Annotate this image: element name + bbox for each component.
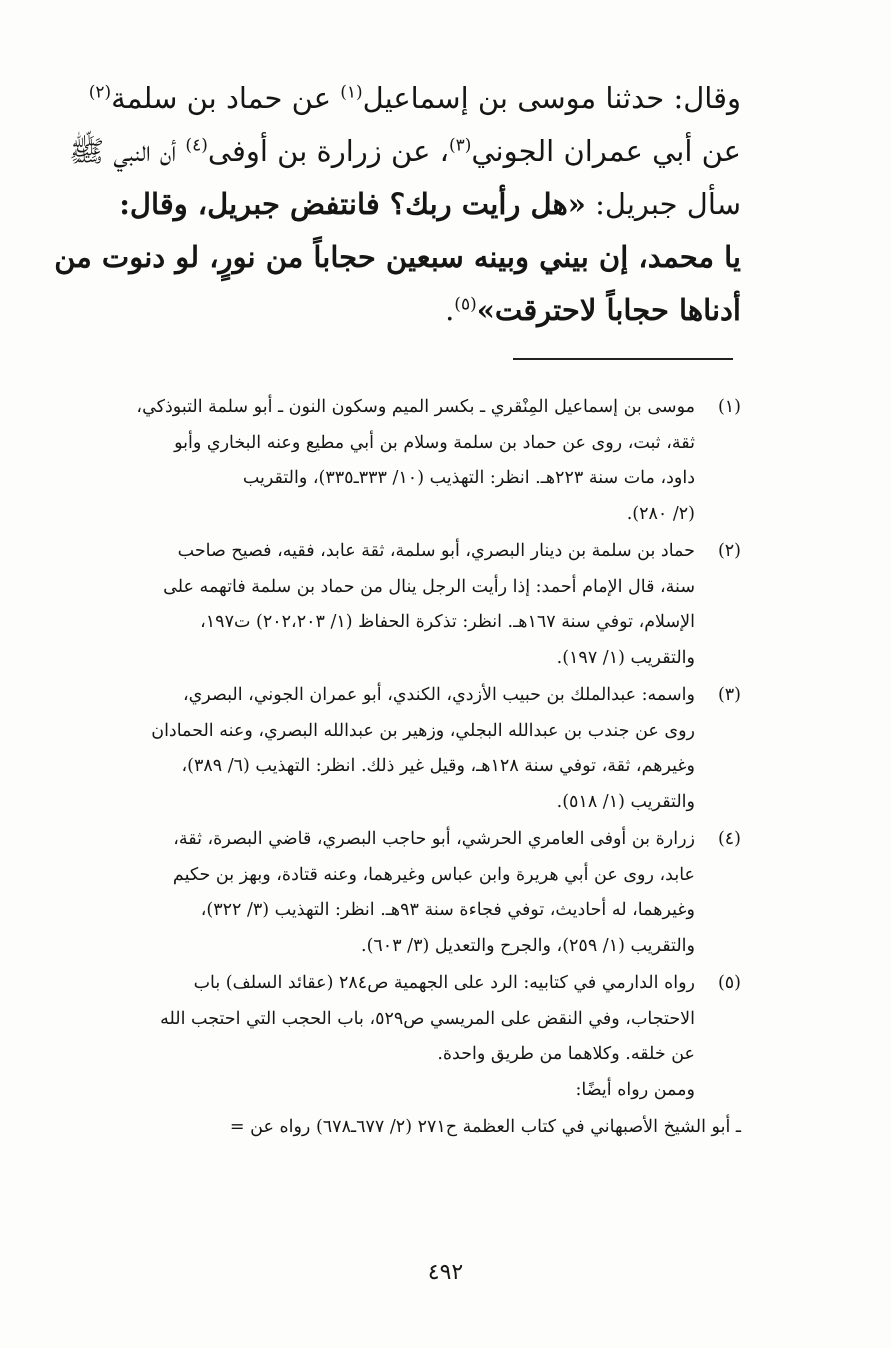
footnote-ref-4[interactable]: (٤) bbox=[185, 135, 208, 156]
footnote-line: رواه الدارمي في كتابيه: الرد على الجهمية ص٢٨٤ (عقائد السلف) باب bbox=[193, 973, 695, 993]
footnote-line: روى عن جندب بن عبدالله البجلي، وزهير بن عبدالله البصري، وعنه الحمادان bbox=[151, 720, 695, 741]
footnote-3 bbox=[62, 678, 741, 820]
footnote-line: ـ أبو الشيخ الأصبهاني في كتاب العظمة ح٢٧١ (٢/ ٦٧٧ـ٦٧٨) رواه عن = bbox=[229, 1117, 741, 1137]
footnote-2 bbox=[62, 534, 741, 676]
footnotes bbox=[62, 390, 741, 1146]
footnote-ref-1[interactable]: (١) bbox=[340, 82, 363, 103]
footnote-line: عن خلقه. وكلاهما من طريق واحدة. bbox=[437, 1044, 695, 1064]
main-line-2: عن أبي عمران الجوني$^{(٣)}$، عن زرارة بن أوفى$^{(٤)}$ أن النبي ﷺ bbox=[69, 134, 741, 168]
footnote-number: (١) bbox=[717, 397, 741, 417]
hadith-text-start: «هل رأيت ربك؟ فانتفض جبريل، وقال: bbox=[119, 187, 586, 221]
footnote-4 bbox=[62, 822, 741, 964]
footnote-line: موسى بن إسماعيل المِنْقري ـ بكسر الميم وسكون النون ـ أبو سلمة التبوذكي، bbox=[136, 397, 695, 417]
footnote-line: واسمه: عبدالملك بن حبيب الأزدي، الكندي، أبو عمران الجوني، البصري، bbox=[182, 685, 695, 705]
footnote-line: داود، مات سنة ٢٢٣هـ. انظر: التهذيب (١٠/ ٣٣٣ـ٣٣٥)، والتقريب bbox=[242, 468, 695, 488]
footnote-line: سنة، قال الإمام أحمد: إذا رأيت الرجل ينال من حماد بن سلمة فاتهمه على bbox=[163, 576, 695, 597]
main-line-5: أدناها حجاباً لاحترقت»$^{(٥)}$. bbox=[445, 293, 741, 327]
footnote-number: (٤) bbox=[717, 829, 741, 849]
footnote-line: والتقريب (١/ ٥١٨). bbox=[556, 791, 695, 812]
footnote-line: وغيرهما، له أحاديث، توفي فجاءة سنة ٩٣هـ. انظر: التهذيب (٣/ ٣٢٢)، bbox=[200, 900, 695, 920]
main-text bbox=[54, 72, 741, 337]
hadith-text-end: أدناها حجاباً لاحترقت» bbox=[476, 293, 741, 327]
footnote-line: الإسلام، توفي سنة ١٦٧هـ. انظر: تذكرة الحفاظ (١/ ٢٠٢،٢٠٣) ت١٩٧، bbox=[200, 612, 695, 632]
footnote-line: وغيرهم، ثقة، توفي سنة ١٢٨هـ، وقيل غير ذلك. انظر: التهذيب (٦/ ٣٨٩)، bbox=[181, 756, 695, 776]
footnote-number: (٥) bbox=[717, 973, 741, 993]
footnote-line: عابد، روى عن أبي هريرة وابن عباس وغيرهما، وعنه قتادة، وبهز بن حكيم bbox=[172, 864, 695, 885]
page-number: ٤٩٢ bbox=[427, 1260, 464, 1285]
hadith-text-middle: يا محمد، إن بيني وبينه سبعين حجاباً من نورٍ، لو دنوت من bbox=[54, 240, 741, 274]
footnote-1 bbox=[62, 390, 741, 532]
footnote-line: والتقريب (١/ ١٩٧). bbox=[556, 647, 695, 668]
main-line-3: سأل جبريل: «هل رأيت ربك؟ فانتفض جبريل، وقال: bbox=[119, 187, 741, 221]
footnote-line: (٢/ ٢٨٠). bbox=[626, 503, 695, 524]
main-line-4 bbox=[54, 231, 741, 284]
footnote-number: (٢) bbox=[717, 541, 741, 561]
footnote-number: (٣) bbox=[717, 685, 741, 705]
footnote-ref-2[interactable]: (٢) bbox=[88, 82, 112, 103]
footnote-line: ثقة، ثبت، روى عن حماد بن سلمة وسلام بن أبي مطيع وعنه البخاري وأبو bbox=[174, 432, 695, 453]
footnote-5-continuation bbox=[62, 1110, 741, 1146]
footnote-divider bbox=[513, 358, 733, 360]
footnote-ref-3[interactable]: (٣) bbox=[448, 135, 472, 156]
footnote-line: حماد بن سلمة بن دينار البصري، أبو سلمة، ثقة عابد، فقيه، فصيح صاحب bbox=[177, 541, 695, 561]
main-line-1: وقال: حدثنا موسى بن إسماعيل$^{(١)}$ عن حماد بن سلمة$^{(٢)}$ bbox=[88, 81, 741, 115]
footnote-line: والتقريب (١/ ٢٥٩)، والجرح والتعديل (٣/ ٦٠٣). bbox=[361, 935, 695, 956]
footnote-line: وممن رواه أيضًا: bbox=[575, 1079, 695, 1100]
footnote-5 bbox=[62, 966, 741, 1108]
footnote-line: الاحتجاب، وفي النقض على المريسي ص٥٢٩، باب الحجب التي احتجب الله bbox=[160, 1008, 695, 1029]
footnote-line: زرارة بن أوفى العامري الحرشي، أبو حاجب البصري، قاضي البصرة، ثقة، bbox=[173, 829, 695, 849]
footnote-ref-5[interactable]: (٥) bbox=[454, 294, 477, 315]
